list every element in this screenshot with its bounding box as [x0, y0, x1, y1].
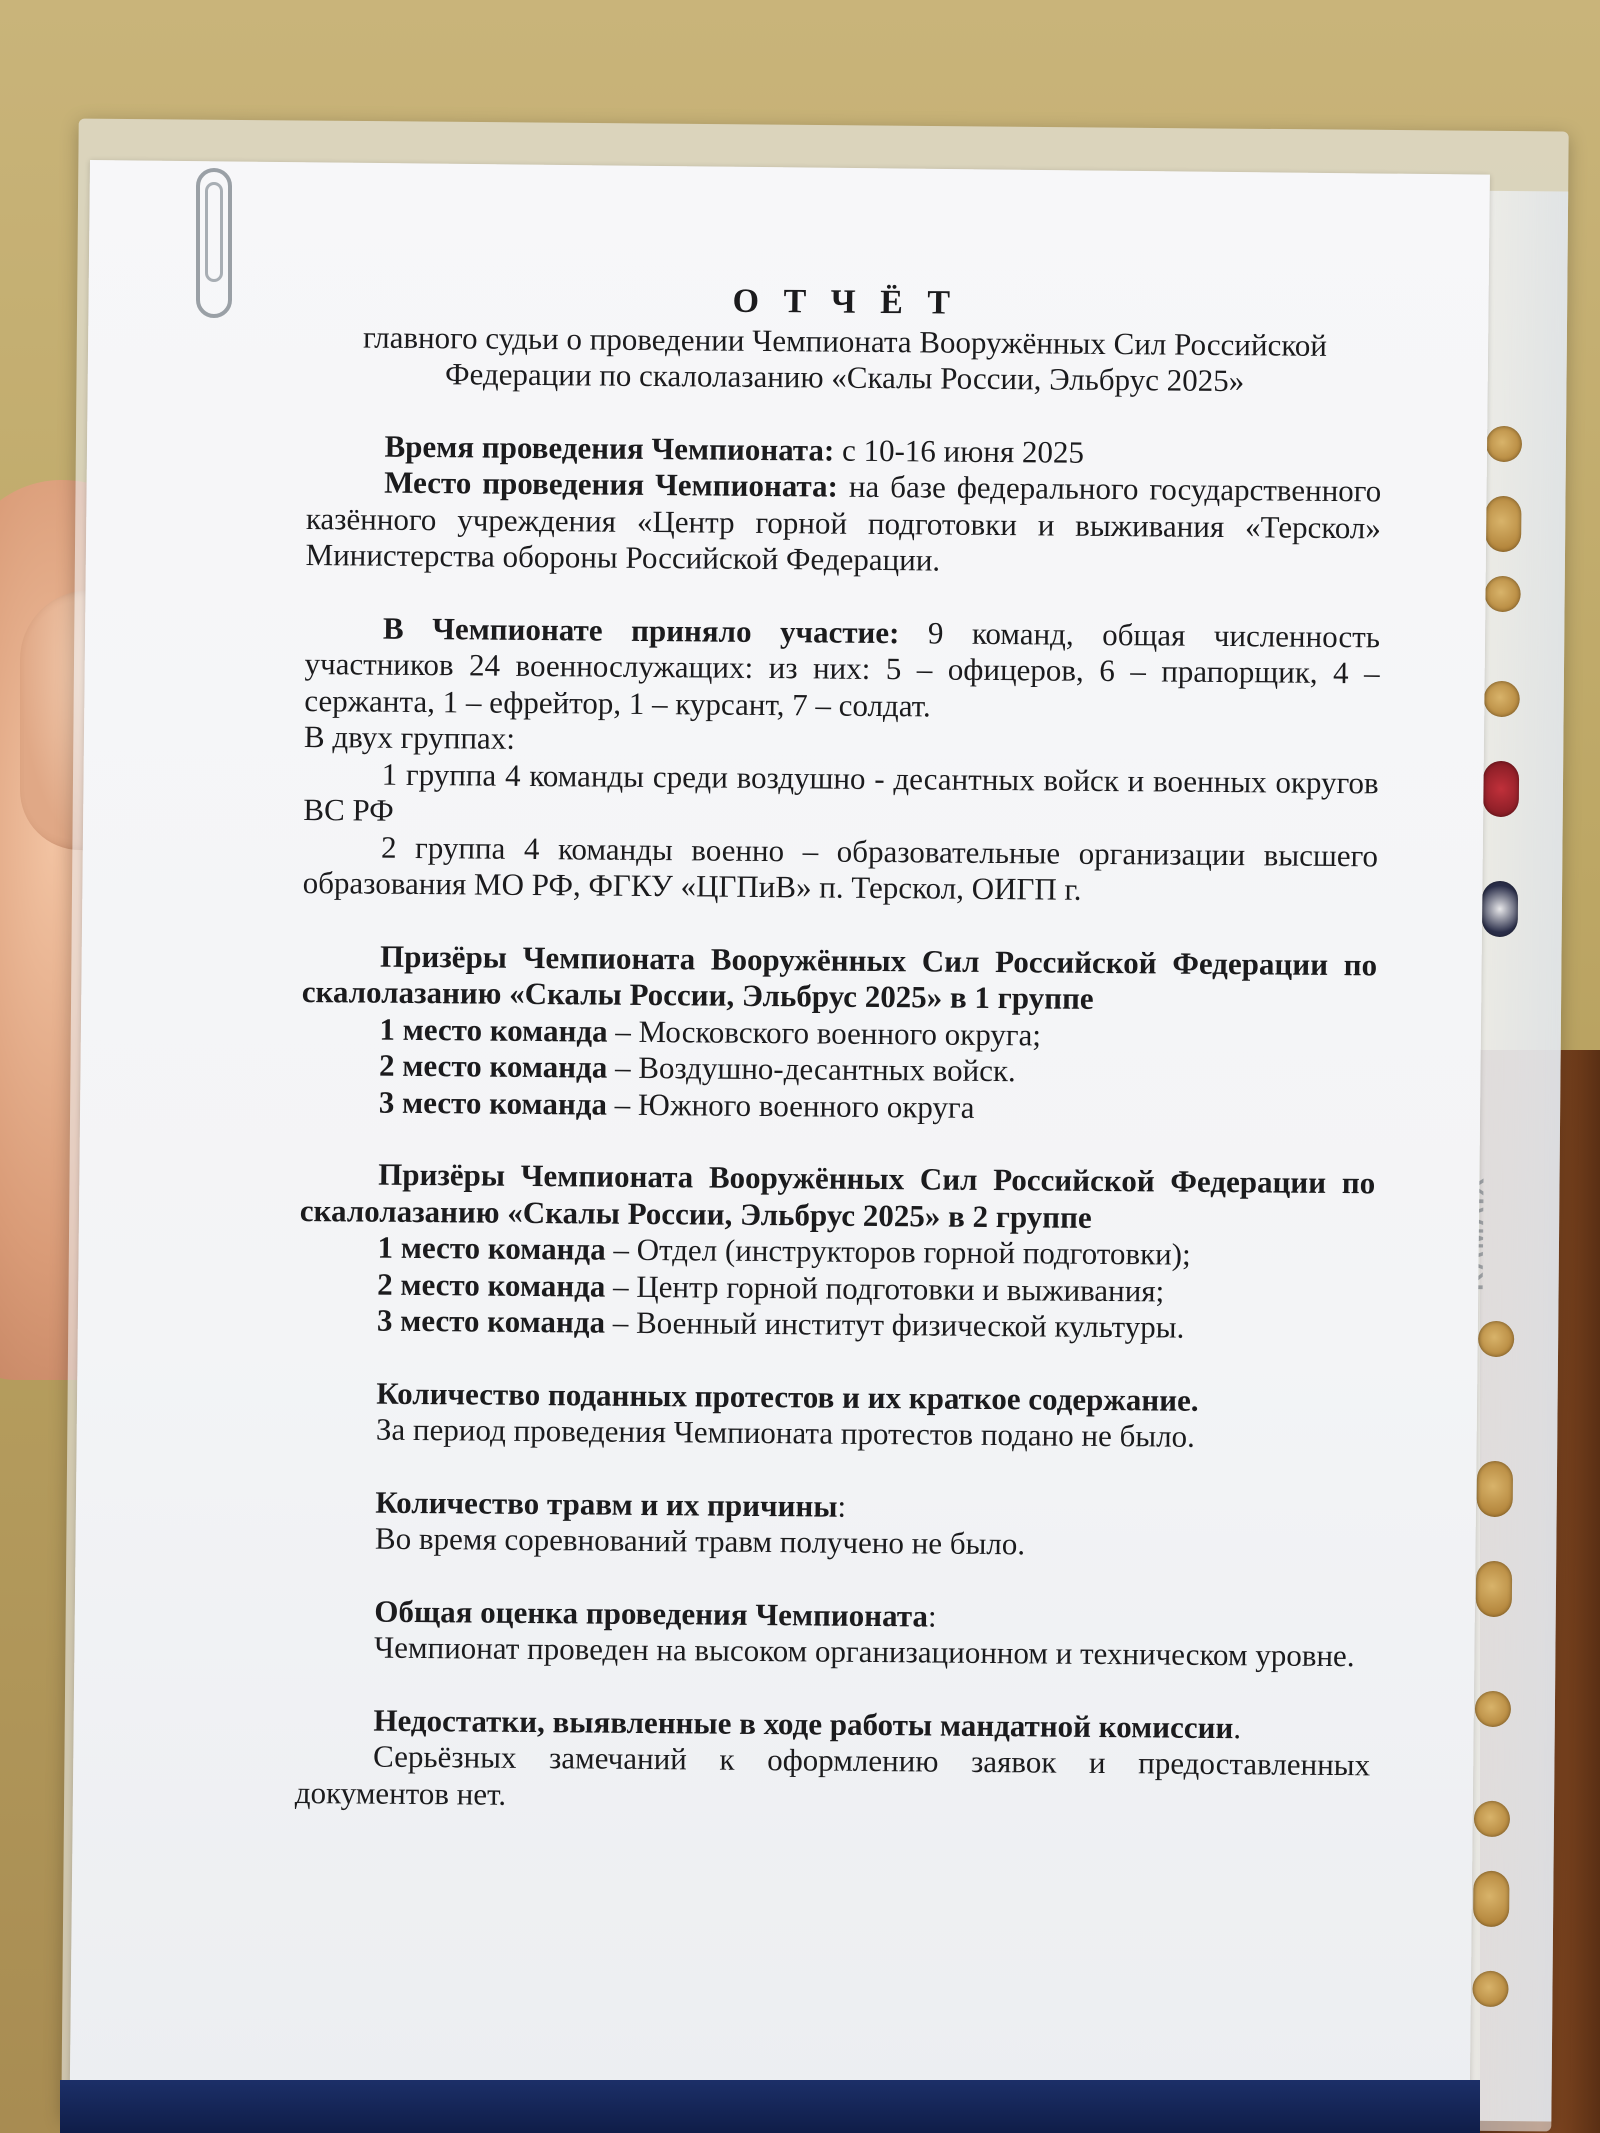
punch-hole	[1474, 1801, 1510, 1837]
deficiencies-text: Серьёзных замечаний к оформлению заявок и предоставленных документов нет.	[294, 1738, 1371, 1812]
prizes-group2-heading: Призёры Чемпионата Вооружённых Сил Российской Федерации по скалолазанию «Скалы России, Эльбрус 2025» в 2 группе	[299, 1156, 1376, 1235]
prize-team: – Отдел (инструкторов горной подготовки);	[605, 1231, 1191, 1272]
prizes-group1-heading: Призёры Чемпионата Вооружённых Сил Российской Федерации по скалолазанию «Скалы России, Эльбрус 2025» в 1 группе	[301, 938, 1378, 1016]
punch-hole	[1473, 1871, 1509, 1927]
injuries-colon: :	[837, 1488, 847, 1524]
prize-team: – Центр горной подготовки и выживания;	[605, 1268, 1165, 1309]
prize-place: 2 место команда	[377, 1266, 606, 1304]
place-label: Место проведения Чемпионата:	[384, 464, 839, 504]
protests-text: За период проведения Чемпионата протестов подано не было.	[375, 1411, 1196, 1454]
place-value: на базе федерального государственного казённого учреждения «Центр горной подготовки и выживания «Терскол» Министерства обороны Российской Федерации.	[305, 468, 1382, 578]
place-paragraph	[305, 464, 1381, 583]
punch-hole	[1486, 426, 1522, 462]
participation-value: 9 команд, общая численность участников 24 военнослужащих: из них: 5 – офицеров, 6 – прапорщик, 4 – сержанта, 1 – ефрейтор, 1 – курсант, 7 – солдат.	[304, 614, 1381, 723]
prize-team: – Московского военного округа;	[607, 1013, 1042, 1052]
prize-team: – Южного военного округа	[606, 1086, 975, 1125]
injuries-text: Во время соревнований травм получено не было.	[374, 1520, 1026, 1562]
punch-hole	[1476, 1561, 1512, 1617]
punch-hole	[1485, 576, 1521, 612]
participation-paragraph	[304, 609, 1380, 728]
punch-hole	[1483, 761, 1519, 817]
assessment-text: Чемпионат проведен на высоком организационном и техническом уровне.	[373, 1629, 1355, 1674]
groups-intro: В двух группах:	[303, 718, 516, 756]
prize-place: 3 место команда	[376, 1302, 606, 1340]
protests-heading: Количество поданных протестов и их краткое содержание.	[376, 1375, 1199, 1418]
prize-place: 3 место команда	[378, 1084, 608, 1122]
punch-hole	[1484, 681, 1520, 717]
report-subtitle-line1: главного судьи о проведении Чемпионата Вооружённых Сил Российской	[362, 318, 1328, 363]
group2-text: 2 группа 4 команды военно – образовательные организации высшего образования МО РФ, ФГКУ «ЦГПиВ» п. Терскол, ОИГП г.	[302, 829, 1379, 907]
group1-text: 1 группа 4 команды среди воздушно - десантных войск и военных округов ВС РФ	[303, 756, 1379, 828]
prize-place: 2 место команда	[378, 1047, 608, 1085]
report-subtitle-line2: Федерации по скалолазанию «Скалы России, Эльбрус 2025»	[444, 356, 1245, 399]
prize-team: – Военный институт физической культуры.	[604, 1304, 1185, 1345]
folder-edge	[60, 2080, 1480, 2133]
time-value: с 10-16 июня 2025	[834, 432, 1085, 470]
punch-hole	[1475, 1691, 1511, 1727]
deficiencies-dot: .	[1233, 1709, 1242, 1745]
injuries-heading: Количество травм и их причины	[375, 1484, 838, 1524]
deficiencies-heading: Недостатки, выявленные в ходе работы мандатной комиссии	[373, 1702, 1234, 1745]
time-label: Время проведения Чемпионата:	[384, 428, 835, 468]
punch-hole	[1485, 496, 1521, 552]
paper-clip-icon	[196, 168, 232, 318]
punch-hole	[1472, 1971, 1508, 2007]
prize-team: – Воздушно-десантных войск.	[607, 1049, 1016, 1089]
punch-hole	[1478, 1321, 1514, 1357]
assessment-colon: :	[927, 1597, 937, 1634]
punch-hole	[1477, 1461, 1513, 1517]
participation-label: В Чемпионате приняло участие:	[382, 610, 900, 650]
prize-place: 1 место команда	[377, 1229, 606, 1267]
report-title: О Т Ч Ё Т	[732, 282, 959, 322]
report-text	[295, 280, 1383, 1820]
prize-place: 1 место команда	[379, 1011, 608, 1049]
assessment-heading: Общая оценка проведения Чемпионата	[374, 1593, 929, 1633]
punch-hole	[1482, 881, 1518, 937]
